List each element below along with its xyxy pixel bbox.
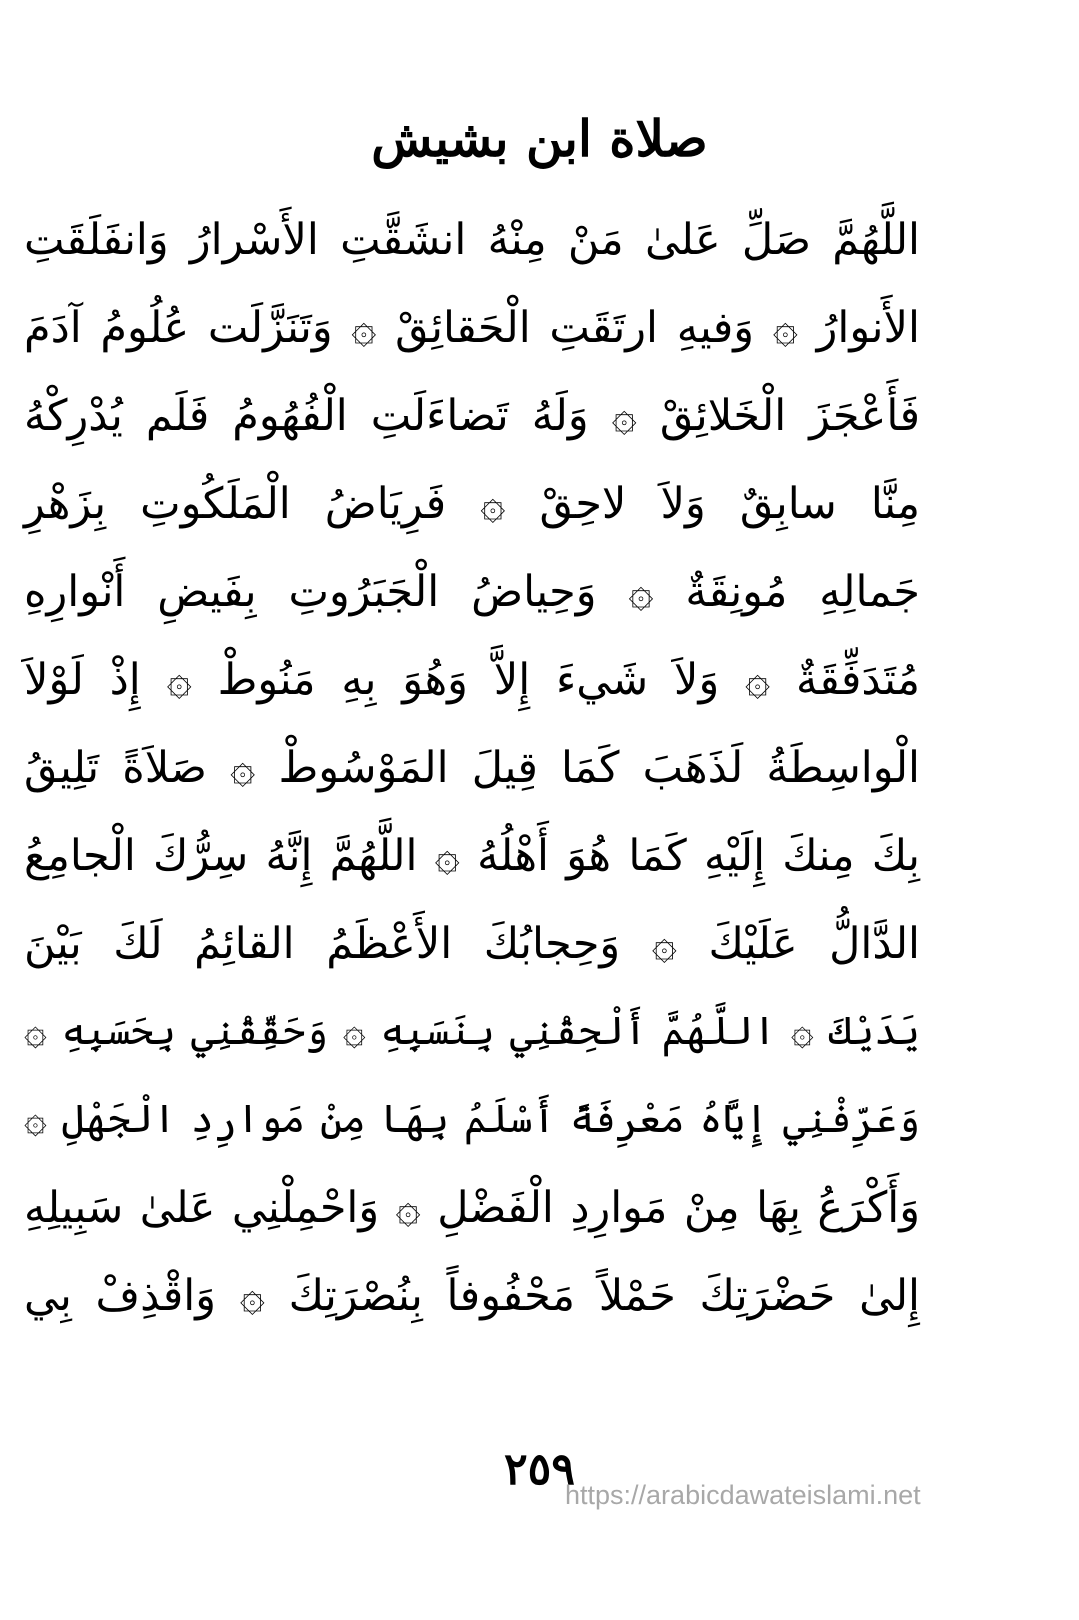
text-line: وَأَكْرَعُ بِهَا مِنْ مَوارِدِ الْفَضْلِ ۞ وَاحْمِلْنِي عَلىٰ سَبِيلِهِ [24,1183,920,1233]
text-line: وَعَرِّفْنِي إِيَّاهُ مَعْرِفَةً أَسْلَمُ بِهَا مِنْ مَوارِدِ الْجَهْلِ ۞ [24,1097,920,1142]
prayer-text [24,196,920,1340]
text-line: يَدَيْكَ ۞ اللَّهُمَّ أَلْحِقْنِي بِنَسَبِهِ ۞ وَحَقِّقْنِي بِحَسَبِهِ ۞ [24,1009,920,1054]
text-line: اللَّهُمَّ صَلِّ عَلىٰ مَنْ مِنْهُ انشَقَّتِ الأَسْرارُ وَانفَلَقَتِ [24,215,920,265]
page-number: ٢٥٩ [504,1444,575,1495]
text-line: الدَّالُّ عَلَيْكَ ۞ وَحِجابُكَ الأَعْظَمُ القائِمُ لَكَ بَيْنَ [24,919,920,969]
text-line: فَأَعْجَزَ الْخَلائِقْ ۞ وَلَهُ تَضاءَلَتِ الْفُهُومُ فَلَم يُدْرِكْهُ [24,391,920,441]
watermark-url: https://arabicdawateislami.net [565,1480,921,1510]
text-line: جَمالِهِ مُونِقَةٌ ۞ وَحِياضُ الْجَبَرُوتِ بِفَيضِ أَنْوارِهِ [24,567,920,617]
text-line: بِكَ مِنكَ إِلَيْهِ كَمَا هُوَ أَهْلُهُ ۞ اللَّهُمَّ إِنَّهُ سِرُّكَ الْجامِعُ [24,831,920,881]
page-title: صلاة ابن بشيش [371,109,708,168]
text-line: إِلىٰ حَضْرَتِكَ حَمْلاً مَحْفُوفاً بِنُصْرَتِكَ ۞ وَاقْذِفْ بِي [24,1271,920,1321]
text-line: الأَنوارُ ۞ وَفيهِ ارتَقَتِ الْحَقائِقْ ۞ وَتَنَزَّلَت عُلُومُ آدَمَ [24,303,920,353]
text-line: الْواسِطَةُ لَذَهَبَ كَمَا قِيلَ المَوْسُوطْ ۞ صَلاَةً تَلِيقُ [24,743,920,793]
text-line: مُتَدَفِّقَةٌ ۞ وَلاَ شَيءَ إِلاَّ وَهُوَ بِهِ مَنُوطْ ۞ إِذْ لَوْلاَ [24,655,920,705]
text-line: مِنَّا سابِقٌ وَلاَ لاحِقْ ۞ فَرِيَاضُ الْمَلَكُوتِ بِزَهْرِ [24,479,920,529]
